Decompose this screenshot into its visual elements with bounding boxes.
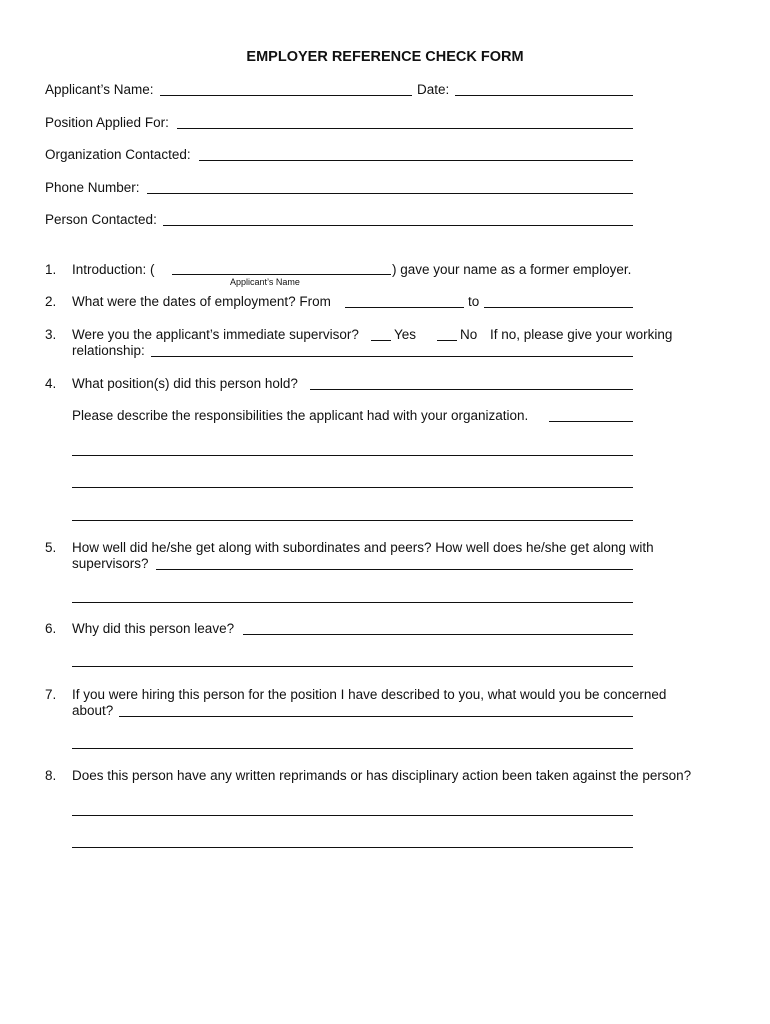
q6-text: Why did this person leave? xyxy=(72,621,235,636)
q4-position-field[interactable] xyxy=(310,389,633,390)
q3-no-label: No xyxy=(460,327,478,342)
q2-from-field[interactable] xyxy=(345,307,464,308)
q3-relationship-field[interactable] xyxy=(151,356,633,357)
q1-suffix: ) gave your name as a former employer. xyxy=(392,262,632,277)
q2-text: What were the dates of employment? From xyxy=(72,294,331,309)
applicant-name-label: Applicant’s Name: xyxy=(45,82,154,97)
q3-text: Were you the applicant’s immediate supervisor? xyxy=(72,327,359,342)
q7-line1: If you were hiring this person for the position I have described to you, what would you be concerned xyxy=(72,687,667,702)
phone-label: Phone Number: xyxy=(45,180,140,195)
q3-tail: If no, please give your working xyxy=(490,327,673,342)
q2-to-label: to xyxy=(468,294,480,309)
q4-responsibilities-field[interactable] xyxy=(549,421,633,422)
q3-yes-label: Yes xyxy=(394,327,417,342)
person-field[interactable] xyxy=(163,225,633,226)
q7-answer-field[interactable] xyxy=(119,716,633,717)
q3-no-field[interactable] xyxy=(437,340,457,341)
q4-number: 4. xyxy=(45,376,57,391)
q8-answer-line-2[interactable] xyxy=(72,847,633,848)
q5-answer-line-2[interactable] xyxy=(72,602,633,603)
organization-label: Organization Contacted: xyxy=(45,147,191,162)
q1-prefix: Introduction: ( xyxy=(72,262,155,277)
q7-line2: about? xyxy=(72,703,114,718)
q8-text: Does this person have any written reprimands or has disciplinary action been taken against the person? xyxy=(72,768,692,783)
q4-answer-line-3[interactable] xyxy=(72,520,633,521)
q3-yes-field[interactable] xyxy=(371,340,391,341)
form-title: EMPLOYER REFERENCE CHECK FORM xyxy=(246,49,524,65)
q4-answer-line-2[interactable] xyxy=(72,487,633,488)
q6-number: 6. xyxy=(45,621,57,636)
date-label: Date: xyxy=(417,82,450,97)
q4-describe-text: Please describe the responsibilities the applicant had with your organization. xyxy=(72,408,529,423)
q1-applicant-name-field[interactable] xyxy=(172,274,391,275)
date-field[interactable] xyxy=(455,95,633,96)
q5-line2: supervisors? xyxy=(72,556,149,571)
q7-answer-line-2[interactable] xyxy=(72,748,633,749)
q1-number: 1. xyxy=(45,262,57,277)
q6-answer-field[interactable] xyxy=(243,634,633,635)
q3-relationship-label: relationship: xyxy=(72,343,145,358)
position-label: Position Applied For: xyxy=(45,115,169,130)
q1-sublabel: Applicant’s Name xyxy=(230,277,300,287)
q5-number: 5. xyxy=(45,540,57,555)
q5-answer-field[interactable] xyxy=(156,569,633,570)
q2-number: 2. xyxy=(45,294,57,309)
q2-to-field[interactable] xyxy=(484,307,633,308)
q4-text: What position(s) did this person hold? xyxy=(72,376,298,391)
organization-field[interactable] xyxy=(199,160,633,161)
q8-number: 8. xyxy=(45,768,57,783)
q8-answer-line-1[interactable] xyxy=(72,815,633,816)
q5-line1: How well did he/she get along with subordinates and peers? How well does he/she get along with xyxy=(72,540,654,555)
q3-number: 3. xyxy=(45,327,57,342)
q7-number: 7. xyxy=(45,687,57,702)
q4-answer-line-1[interactable] xyxy=(72,455,633,456)
person-label: Person Contacted: xyxy=(45,212,157,227)
applicant-name-field[interactable] xyxy=(160,95,412,96)
phone-field[interactable] xyxy=(147,193,633,194)
position-field[interactable] xyxy=(177,128,633,129)
q6-answer-line-2[interactable] xyxy=(72,666,633,667)
